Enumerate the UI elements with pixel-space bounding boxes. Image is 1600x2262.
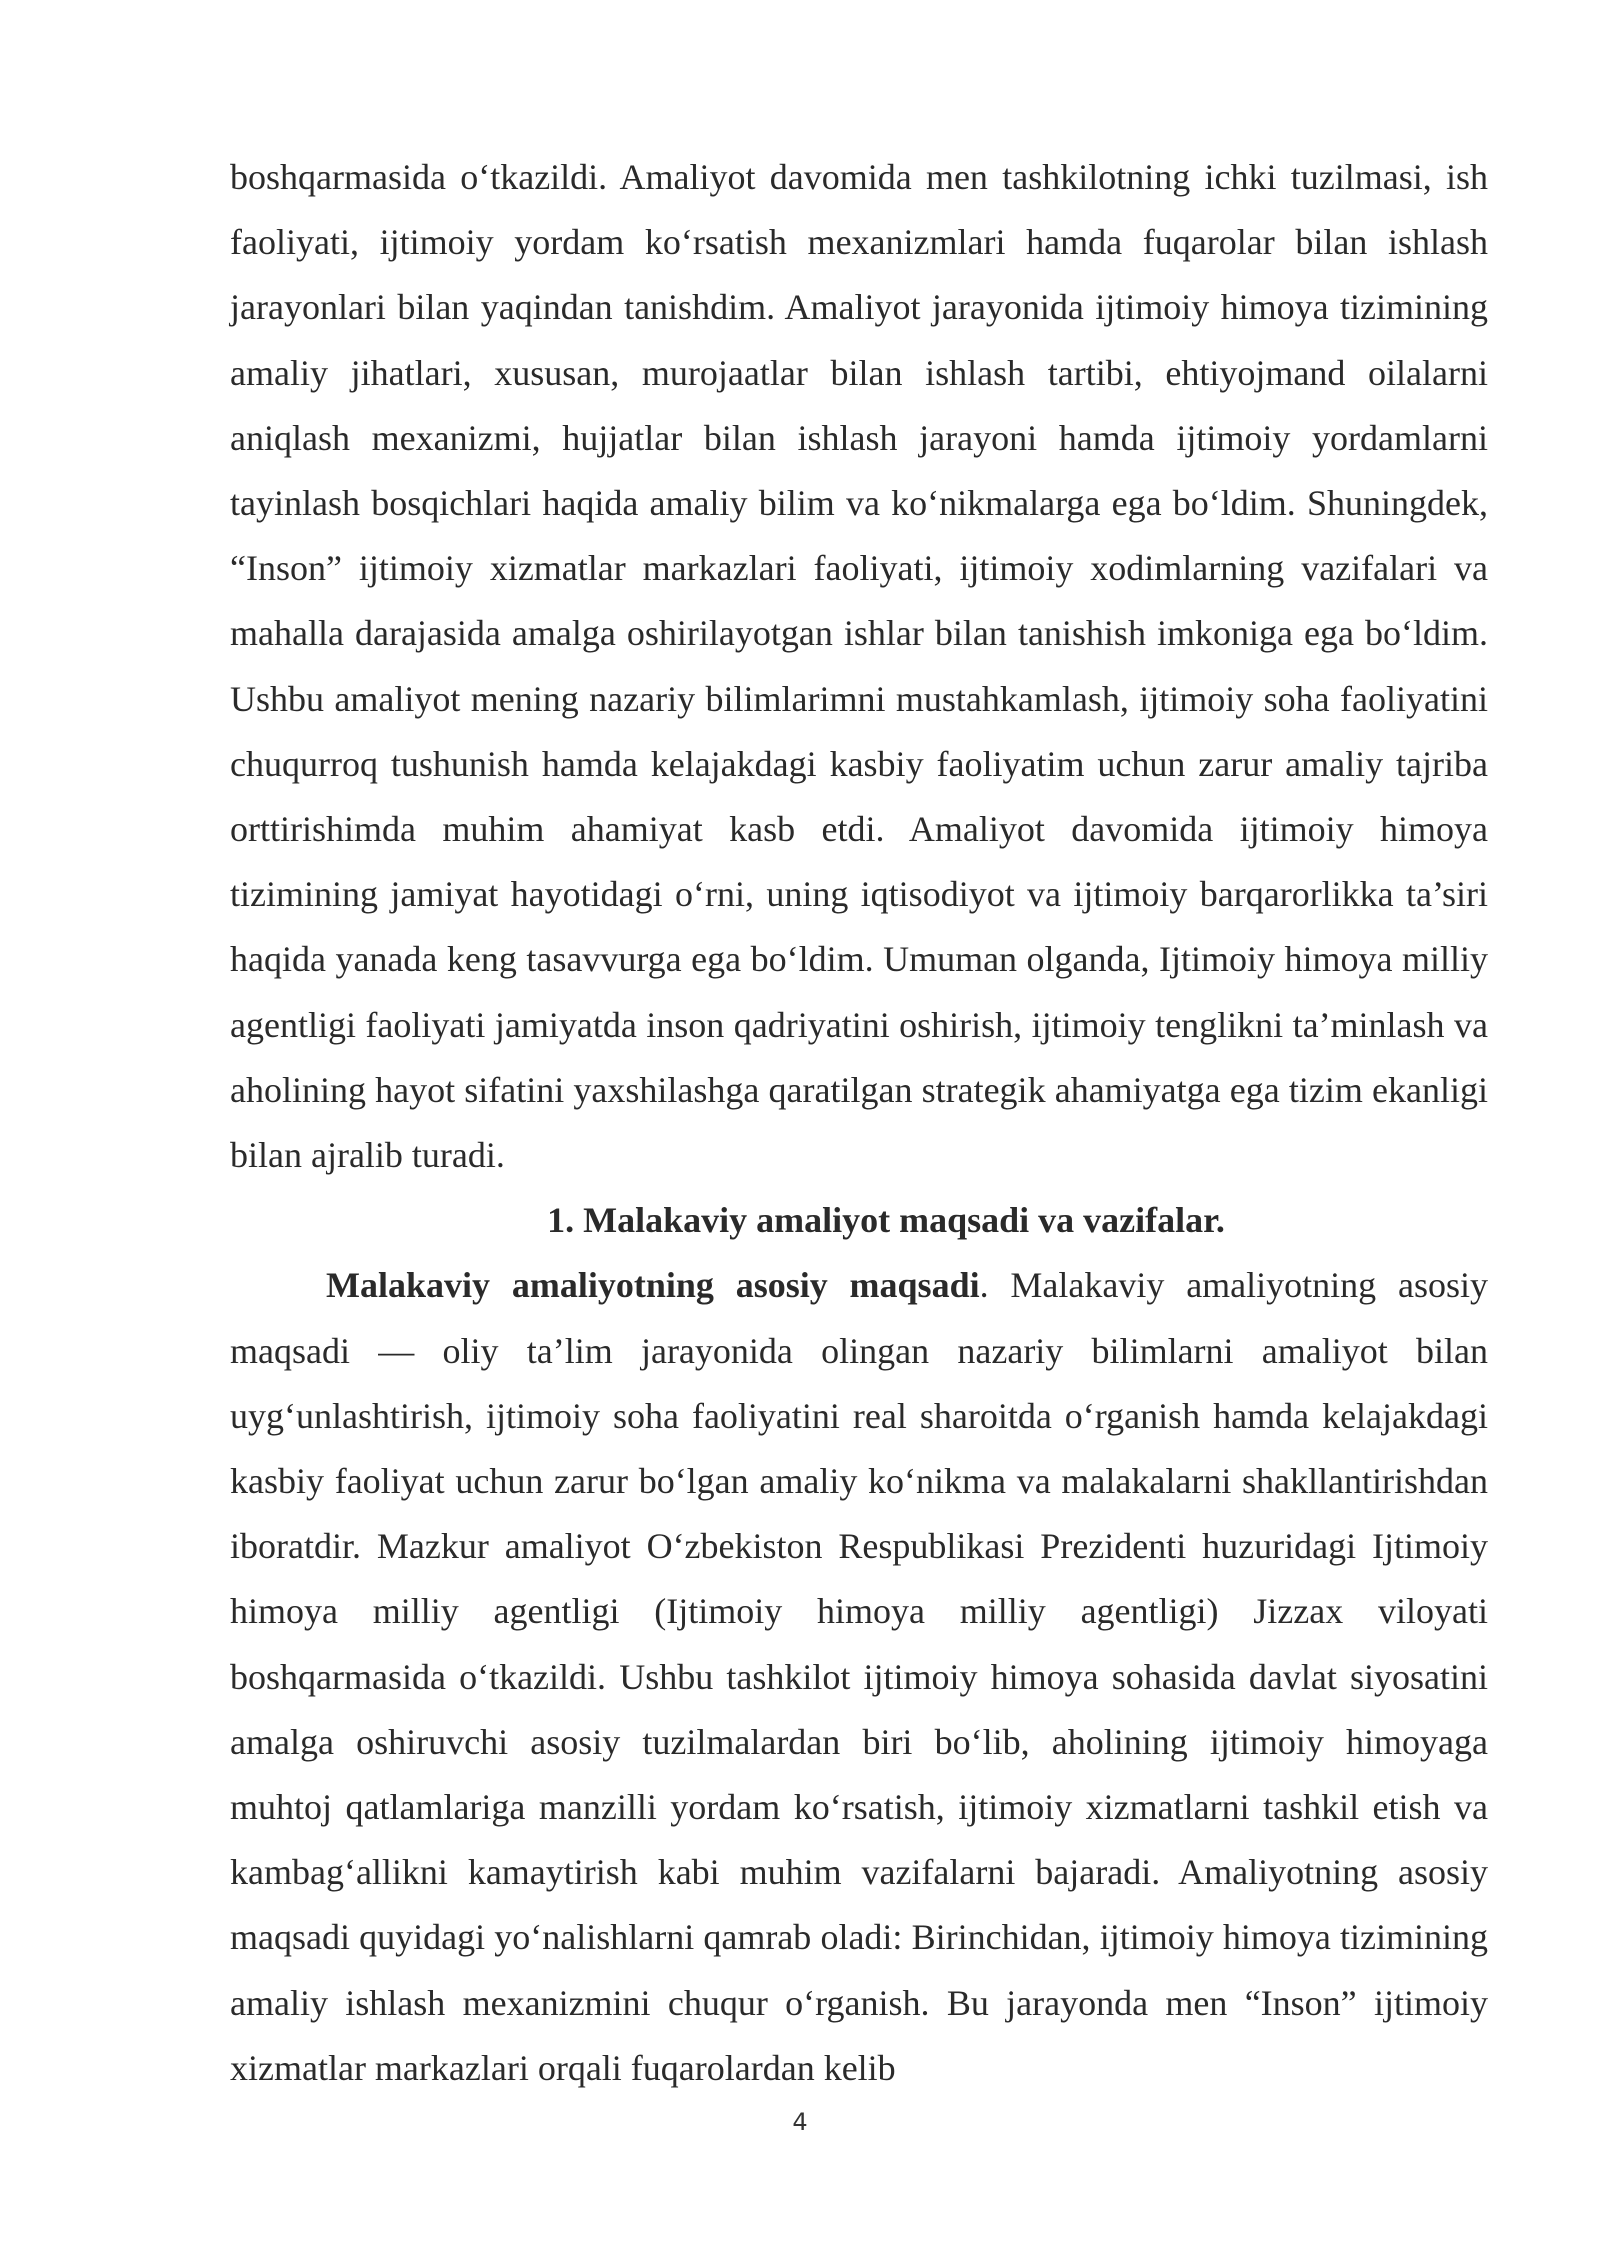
paragraph-body-text: . Malakaviy amaliyotning asosiy maqsadi — oliy ta’lim jarayonida olingan nazariy bilimlarni amaliyot bilan uyg‘unlashtirish, ijtimoiy soha faoliyatini real sharoitda o‘rganish hamda kelajakdagi kasbiy faoliyat uchun zarur bo‘lgan amaliy ko‘nikma va malakalarni shakllantirishdan iboratdir. Mazkur amaliyot O‘zbekiston Respublikasi Prezidenti huzuridagi Ijtimoiy himoya milliy agentligi (Ijtimoiy himoya milliy agentligi) Jizzax viloyati boshqarmasida o‘tkazildi. Ushbu tashkilot ijtimoiy himoya sohasida davlat siyosatini amalga oshiruvchi asosiy tuzilmalardan biri bo‘lib, aholining ijtimoiy himoyaga muhtoj qatlamlariga manzilli yordam ko‘rsatish, ijtimoiy xizmatlarni tashkil etish va kambag‘allikni kamaytirish kabi muhim vazifalarni bajaradi. Amaliyotning asosiy maqsadi quyidagi yo‘nalishlarni qamrab oladi: Birinchidan, ijtimoiy himoya tizimining amaliy ishlash mexanizmini chuqur o‘rganish. Bu jarayonda men “Inson” ijtimoiy xizmatlar markazlari orqali fuqarolardan kelib <box>230 1265 1489 2088</box>
body-paragraph: boshqarmasida o‘tkazildi. Amaliyot davomida men tashkilotning ichki tuzilmasi, ish faoliyati, ijtimoiy yordam ko‘rsatish mexanizmlari hamda fuqarolar bilan ishlash jarayonlari bilan yaqindan tanishdim. Amaliyot jarayonida ijtimoiy himoya tizimining amaliy jihatlari, xususan, murojaatlar bilan ishlash tartibi, ehtiyojmand oilalarni aniqlash mexanizmi, hujjatlar bilan ishlash jarayoni hamda ijtimoiy yordamlarni tayinlash bosqichlari haqida amaliy bilim va ko‘nikmalarga ega bo‘ldim. Shuningdek, “Inson” ijtimoiy xizmatlar markazlari faoliyati, ijtimoiy xodimlarning vazifalari va mahalla darajasida amalga oshirilayotgan ishlar bilan tanishish imkoniga ega bo‘ldim. Ushbu amaliyot mening nazariy bilimlarimni mustahkamlash, ijtimoiy soha faoliyatini chuqurroq tushunish hamda kelajakdagi kasbiy faoliyatim uchun zarur amaliy tajriba orttirishimda muhim ahamiyat kasb etdi. Amaliyot davomida ijtimoiy himoya tizimining jamiyat hayotidagi o‘rni, uning iqtisodiyot va ijtimoiy barqarorlikka ta’siri haqida yanada keng tasavvurga ega bo‘ldim. Umuman olganda, Ijtimoiy himoya milliy agentligi faoliyati jamiyatda inson qadriyatini oshirish, ijtimoiy tenglikni ta’minlash va aholining hayot sifatini yaxshilashga qaratilgan strategik ahamiyatga ega tizim ekanligi bilan ajralib turadi. <box>230 157 1488 1176</box>
body-paragraph-goal <box>230 1253 1488 2101</box>
page-number: 4 <box>792 2108 808 2136</box>
page-content <box>230 145 1488 2101</box>
paragraph-lead-text: Malakaviy amaliyotning asosiy maqsadi <box>326 1265 980 1306</box>
section-heading: 1. Malakaviy amaliyot maqsadi va vazifalar. <box>547 1200 1225 1241</box>
